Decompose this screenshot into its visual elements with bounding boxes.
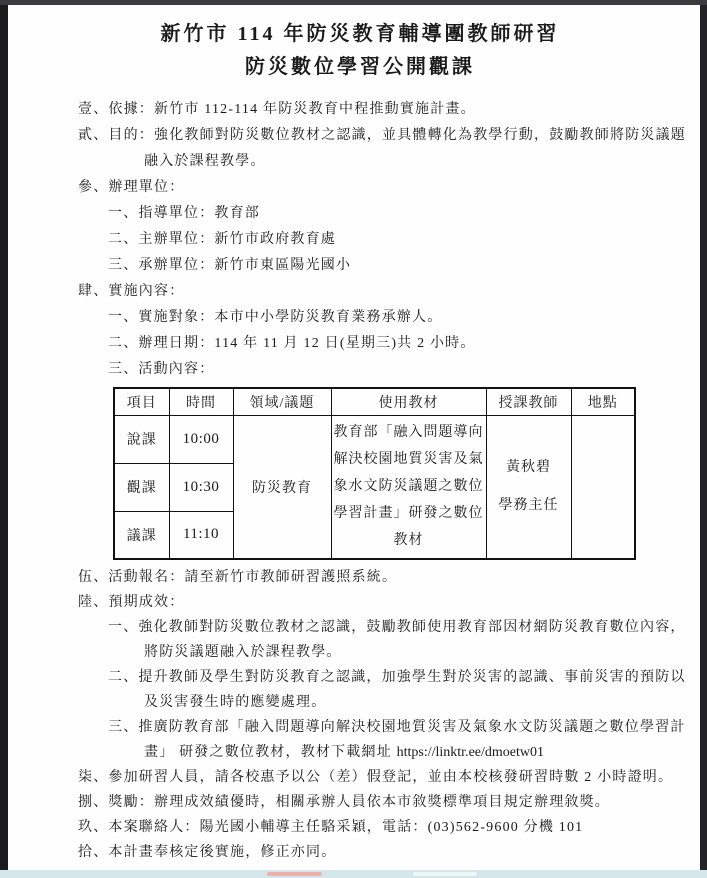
section-line: 玖、本案聯絡人：陽光國小輔導主任駱采穎，電話：(03)562-9600 分機 101: [78, 820, 584, 835]
section-line: 伍、活動報名：請至新竹市教師研習護照系統。: [78, 570, 398, 585]
section-line: 融入於課程教學。: [144, 154, 266, 169]
section-line: 二、辦理日期：114 年 11 月 12 日(星期三)共 2 小時。: [108, 336, 476, 351]
section-line: 三、推廣防教育部「融入問題導向解決校園地質災害及氣象水文防災議題之數位學習計: [108, 720, 686, 735]
table-row: [114, 415, 635, 463]
viewer-frame-left: [0, 5, 8, 871]
cell-domain: 防災教育: [233, 415, 331, 559]
header-domain: 領域/議題: [233, 388, 331, 415]
taskbar-light-indicator: [413, 872, 477, 876]
section-line: 及災害發生時的應變處理。: [144, 695, 327, 710]
cell-time: 11:10: [169, 511, 233, 559]
header-material: 使用教材: [331, 388, 486, 415]
section-line: 一、實施對象：本市中小學防災教育業務承辦人。: [108, 310, 443, 325]
section-line: 捌、獎勵：辦理成效績優時，相關承辦人員依本市敘獎標準項目規定辦理敘獎。: [78, 795, 610, 810]
section-line: 參、辦理單位：: [78, 180, 185, 195]
section-line: 壹、依據：新竹市 112-114 年防災教育中程推動實施計畫。: [78, 102, 476, 117]
teacher-name: 黃秋碧: [506, 459, 551, 475]
header-time: 時間: [169, 388, 233, 415]
viewer-frame-right: [699, 5, 707, 871]
section-line: 二、主辦單位：新竹市政府教育處: [108, 232, 336, 247]
cell-location: [571, 415, 635, 559]
section-line: 三、活動內容：: [108, 362, 215, 377]
document-title-line1: 新竹市 114 年防災教育輔導團教師研習: [160, 23, 560, 45]
section-line: 拾、本計畫奉核定後實施，修正亦同。: [78, 845, 337, 860]
taskbar-pink-indicator: [267, 872, 322, 876]
document-body: [78, 97, 686, 865]
cell-material: 教育部「融入問題導向解決校園地質災害及氣象水文防災議題之數位學習計畫」研發之數位教材: [331, 415, 486, 559]
section-line: 二、提升教師及學生對防災教育之認識，加強學生對於災害的認識、事前災害的預防以: [108, 670, 686, 685]
section-line: 一、指導單位：教育部: [108, 206, 260, 221]
section-line: 一、強化教師對防災數位教材之認識，鼓勵教師使用教育部因材網防災教育數位內容，: [108, 620, 686, 635]
header-teacher: 授課教師: [486, 388, 571, 415]
section-line: 三、承辦單位：新竹市東區陽光國小: [108, 258, 352, 273]
document-page: [8, 5, 700, 871]
cell-time: 10:00: [169, 415, 233, 463]
document-title-line2: 防災數位學習公開觀課: [245, 56, 475, 78]
section-line: 陸、預期成效：: [78, 595, 185, 610]
section-line: 肆、實施內容：: [78, 284, 185, 299]
teacher-title: 學務主任: [498, 497, 559, 513]
activity-table: [113, 387, 636, 560]
material-download-link[interactable]: https://linktr.ee/dmoetw01: [396, 745, 544, 760]
cell-item: 說課: [114, 415, 169, 463]
cell-item: 議課: [114, 511, 169, 559]
header-location: 地點: [571, 388, 635, 415]
table-header-row: [114, 388, 635, 415]
link-line-prefix: 畫」 研發之數位教材，教材下載網址: [144, 745, 397, 760]
cell-teacher: [486, 415, 571, 559]
section-line: 貳、目的：強化教師對防災數位教材之認識，並具體轉化為教學行動，鼓勵教師將防災議題: [78, 128, 686, 143]
header-item: 項目: [114, 388, 169, 415]
section-line: 柒、參加研習人員，請各校惠予以公（差）假登記，並由本校核發研習時數 2 小時證明。: [78, 770, 674, 785]
cell-time: 10:30: [169, 463, 233, 511]
section-line: [144, 740, 642, 765]
section-line: 將防災議題融入於課程教學。: [144, 645, 342, 660]
cell-item: 觀課: [114, 463, 169, 511]
taskbar-strip: [0, 870, 707, 878]
